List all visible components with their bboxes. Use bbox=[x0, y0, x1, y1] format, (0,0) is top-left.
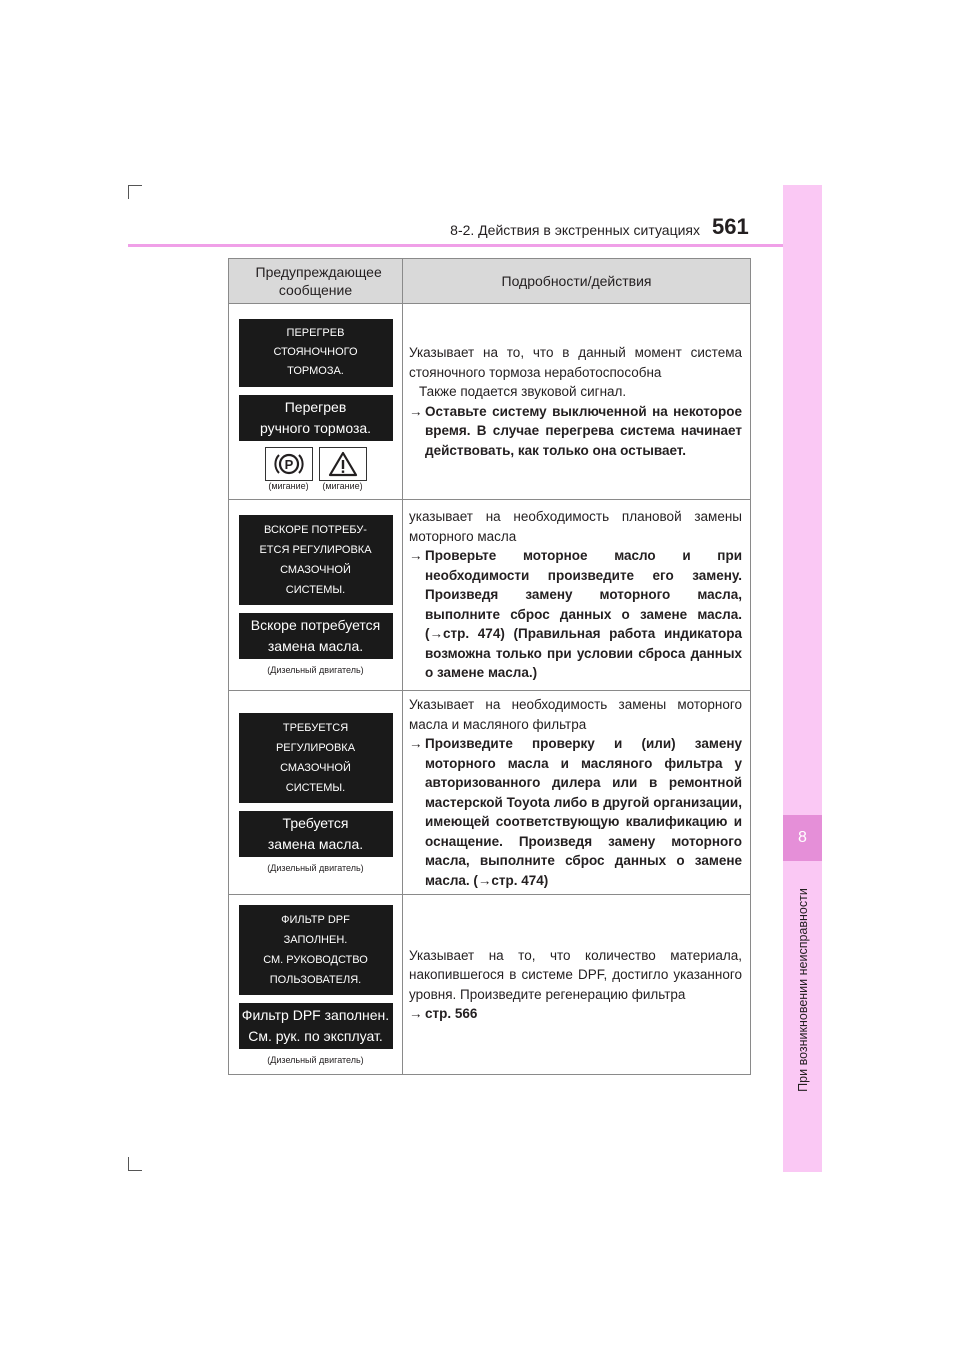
arrow-icon: → bbox=[409, 1006, 423, 1021]
details-cell bbox=[403, 500, 751, 691]
warning-message-table bbox=[228, 258, 751, 1075]
action bbox=[409, 1004, 742, 1024]
action-text: Проверьте моторное масло и при необходимости произведите его замену. Произведя замену моторного масла, выполните сброс данных о замене масла. (→стр. 474) (Правильная работа индикатора возможна только при условии сброса данных о замене масла.) bbox=[425, 548, 742, 681]
crop-mark-bottom-v bbox=[128, 1157, 129, 1171]
chapter-title-wrap bbox=[783, 880, 822, 1100]
page-number: 561 bbox=[712, 214, 749, 239]
warning-visual-cell bbox=[229, 691, 403, 895]
description: Указывает на то, что в данный момент система стояночного тормоза неработоспособна bbox=[409, 345, 742, 380]
action bbox=[409, 546, 742, 683]
description: указывает на необходимость плановой замены моторного масла bbox=[409, 509, 742, 544]
engine-caption: (Дизельный двигатель) bbox=[267, 862, 364, 873]
action-text: стр. 566 bbox=[425, 1006, 478, 1021]
details-cell bbox=[403, 691, 751, 895]
warning-visual-cell bbox=[229, 304, 403, 500]
crop-mark-bottom-h bbox=[128, 1170, 142, 1171]
chapter-number-box bbox=[783, 815, 822, 861]
icon-captions bbox=[229, 481, 402, 491]
engine-caption: (Дизельный двигатель) bbox=[267, 665, 364, 675]
table-row bbox=[229, 304, 751, 500]
engine-caption: (Дизельный двигатель) bbox=[267, 1054, 364, 1065]
col-header-warning: Предупреждающее сообщение bbox=[229, 259, 403, 304]
description: Указывает на то, что количество материала, накопившегося в системе DPF, достигло указанного уровня. Произведите регенерацию фильтра bbox=[409, 947, 742, 1002]
description: Указывает на необходимость замены моторного масла и масляного фильтра bbox=[409, 697, 742, 732]
table-row bbox=[229, 895, 751, 1075]
crop-mark-top-v bbox=[128, 185, 129, 199]
description-note: Также подается звуковой сигнал. bbox=[419, 384, 627, 399]
icon-caption: (мигание) bbox=[268, 480, 309, 491]
action bbox=[409, 734, 742, 890]
svg-text:P: P bbox=[284, 456, 293, 472]
mid-display-screen: ФИЛЬТР DPF ЗАПОЛНЕН. СМ. РУКОВОДСТВО ПОЛЬЗОВАТЕЛЯ. bbox=[239, 905, 393, 995]
action-text: Оставьте систему выключенной на некоторое время. В случае перегрева система начинает действовать, как только она остывает. bbox=[425, 403, 742, 458]
table-row bbox=[229, 691, 751, 895]
mid-display-screen: ПЕРЕГРЕВ СТОЯНОЧНОГО ТОРМОЗА. bbox=[239, 319, 393, 387]
mid-display-screen: ТРЕБУЕТСЯ РЕГУЛИРОВКА СМАЗОЧНОЙ СИСТЕМЫ. bbox=[239, 713, 393, 803]
mid-display-screen-alt: Требуется замена масла. bbox=[239, 811, 393, 857]
details-cell bbox=[403, 304, 751, 500]
mid-display-screen: ВСКОРЕ ПОТРЕБУ- ЕТСЯ РЕГУЛИРОВКА СМАЗОЧНОЙ СИСТЕМЫ. bbox=[239, 515, 393, 605]
arrow-icon: → bbox=[409, 736, 423, 751]
header-rule bbox=[128, 244, 820, 247]
action bbox=[409, 402, 742, 461]
crop-mark-top-h bbox=[128, 185, 142, 186]
warning-visual-cell bbox=[229, 500, 403, 691]
mid-display-screen-alt: Перегрев ручного тормоза. bbox=[239, 395, 393, 441]
icon-caption: (мигание) bbox=[322, 480, 363, 491]
parking-brake-icon bbox=[265, 447, 313, 481]
col-header-details: Подробности/действия bbox=[403, 259, 751, 304]
mid-display-screen-alt: Фильтр DPF заполнен. См. рук. по эксплуат. bbox=[239, 1003, 393, 1049]
arrow-icon: → bbox=[409, 403, 423, 419]
chapter-title: При возникновении неисправности bbox=[795, 888, 810, 1092]
arrow-icon: → bbox=[409, 548, 423, 564]
mid-display-screen-alt: Вскоре потребуется замена масла. bbox=[239, 613, 393, 659]
action-text: Произведите проверку и (или) замену моторного масла и масляного фильтра у авторизованного дилера или в ремонтной мастерской Toyota либо в другой организации, имеющей соответствующую квалификацию и оснащение. Произведя замену моторного масла, выполните сброс данных о замене масла. (→стр. 474) bbox=[425, 736, 742, 888]
details-cell bbox=[403, 895, 751, 1075]
warning-visual-cell bbox=[229, 895, 403, 1075]
table-header-row bbox=[229, 259, 751, 304]
warning-triangle-icon bbox=[319, 447, 367, 481]
chapter-number: 8 bbox=[798, 829, 807, 846]
table-row bbox=[229, 500, 751, 691]
section-title: 8-2. Действия в экстренных ситуациях bbox=[450, 222, 700, 238]
indicator-icons bbox=[229, 447, 402, 481]
